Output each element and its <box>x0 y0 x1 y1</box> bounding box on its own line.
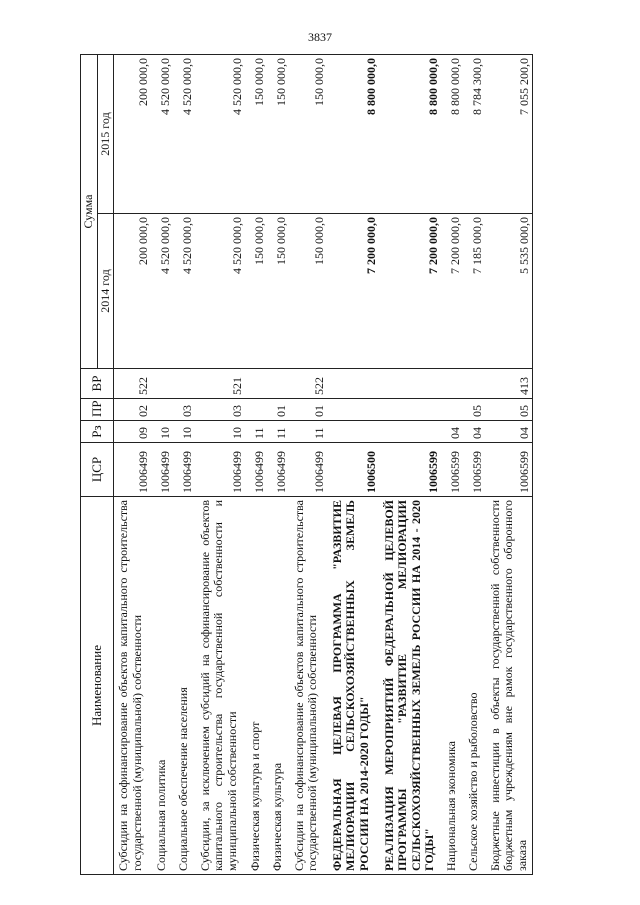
rotated-budget-table <box>80 55 560 875</box>
row-pr <box>380 399 442 421</box>
row-pr: 01 <box>268 399 290 421</box>
row-sum-2015: 8 784 300,0 <box>464 54 486 213</box>
table-row <box>486 54 533 874</box>
table-row <box>246 54 268 874</box>
row-vr <box>328 369 380 399</box>
row-rz: 11 <box>290 421 328 443</box>
row-csr: 1006499 <box>268 443 290 497</box>
row-name: РЕАЛИЗАЦИЯ МЕРОПРИЯТИЙ ФЕДЕРАЛЬНОЙ ЦЕЛЕВОЙ ПРОГРАММЫ "РАЗВИТИЕ МЕЛИОРАЦИИ СЕЛЬСКОХОЗЯЙСТВЕННЫХ ЗЕМЕЛЬ РОССИИ НА 2014 - 2020 ГОДЫ" <box>380 497 442 875</box>
row-sum-2015: 150 000,0 <box>268 54 290 213</box>
row-pr: 01 <box>290 399 328 421</box>
row-vr <box>380 369 442 399</box>
row-rz: 04 <box>464 421 486 443</box>
row-sum-2015: 200 000,0 <box>114 54 152 213</box>
row-sum-2015: 7 055 200,0 <box>486 54 533 213</box>
row-sum-2014: 150 000,0 <box>290 214 328 369</box>
row-pr <box>328 399 380 421</box>
header-csr: ЦСР <box>81 443 114 497</box>
row-csr: 1006599 <box>442 443 464 497</box>
row-sum-2014: 7 200 000,0 <box>380 214 442 369</box>
row-csr: 1006499 <box>196 443 246 497</box>
row-rz: 10 <box>196 421 246 443</box>
budget-table <box>80 54 533 875</box>
row-vr <box>152 369 174 399</box>
row-name: Физическая культура и спорт <box>246 497 268 875</box>
row-name: Социальная политика <box>152 497 174 875</box>
row-vr: 521 <box>196 369 246 399</box>
row-rz: 11 <box>246 421 268 443</box>
row-name: Физическая культура <box>268 497 290 875</box>
row-vr <box>246 369 268 399</box>
row-csr: 1006499 <box>114 443 152 497</box>
row-name: Социальное обеспечение населения <box>174 497 196 875</box>
table-row <box>380 54 442 874</box>
row-name: Национальная экономика <box>442 497 464 875</box>
header-rz: Рз <box>81 421 114 443</box>
row-rz: 04 <box>486 421 533 443</box>
table-row <box>268 54 290 874</box>
row-pr: 03 <box>174 399 196 421</box>
page-number: 3837 <box>308 30 332 44</box>
row-sum-2015: 8 800 000,0 <box>442 54 464 213</box>
row-pr: 02 <box>114 399 152 421</box>
row-name: ФЕДЕРАЛЬНАЯ ЦЕЛЕВАЯ ПРОГРАММА "РАЗВИТИЕ МЕЛИОРАЦИИ СЕЛЬСКОХОЗЯЙСТВЕННЫХ ЗЕМЕЛЬ РОССИИ НА 2014-2020 ГОДЫ" <box>328 497 380 875</box>
row-rz <box>328 421 380 443</box>
row-csr: 1006499 <box>290 443 328 497</box>
row-vr <box>442 369 464 399</box>
row-pr <box>246 399 268 421</box>
header-name: Наименование <box>81 497 114 875</box>
table-row <box>114 54 152 874</box>
row-name: Субсидии на софинансирование объектов капитального строительства государственной (муниципальной) собственности <box>114 497 152 875</box>
table-row <box>328 54 380 874</box>
header-pr: ПР <box>81 399 114 421</box>
header-year-2014: 2014 год <box>97 214 114 369</box>
row-sum-2015: 4 520 000,0 <box>196 54 246 213</box>
row-rz: 09 <box>114 421 152 443</box>
row-sum-2015: 4 520 000,0 <box>174 54 196 213</box>
row-sum-2014: 150 000,0 <box>268 214 290 369</box>
row-vr: 413 <box>486 369 533 399</box>
row-sum-2015: 8 800 000,0 <box>380 54 442 213</box>
header-sum: Сумма <box>81 54 98 368</box>
row-pr: 05 <box>486 399 533 421</box>
row-sum-2014: 4 520 000,0 <box>174 214 196 369</box>
row-sum-2015: 8 800 000,0 <box>328 54 380 213</box>
row-csr: 1006499 <box>152 443 174 497</box>
row-sum-2015: 150 000,0 <box>290 54 328 213</box>
table-row <box>442 54 464 874</box>
row-pr: 05 <box>464 399 486 421</box>
row-sum-2015: 150 000,0 <box>246 54 268 213</box>
row-csr: 1006599 <box>380 443 442 497</box>
row-sum-2014: 4 520 000,0 <box>152 214 174 369</box>
row-name: Субсидии на софинансирование объектов капитального строительства государственной (муниципальной) собственности <box>290 497 328 875</box>
table-row <box>196 54 246 874</box>
row-sum-2014: 7 185 000,0 <box>464 214 486 369</box>
header-vr: ВР <box>81 369 114 399</box>
table-row <box>174 54 196 874</box>
row-sum-2014: 5 535 000,0 <box>486 214 533 369</box>
row-rz: 10 <box>152 421 174 443</box>
table-row <box>464 54 486 874</box>
row-csr: 1006599 <box>486 443 533 497</box>
row-pr <box>152 399 174 421</box>
row-vr <box>464 369 486 399</box>
row-pr: 03 <box>196 399 246 421</box>
row-rz <box>380 421 442 443</box>
row-rz: 10 <box>174 421 196 443</box>
row-vr: 522 <box>114 369 152 399</box>
table-body <box>114 54 533 874</box>
row-name: Сельское хозяйство и рыболовство <box>464 497 486 875</box>
row-sum-2014: 200 000,0 <box>114 214 152 369</box>
table-row <box>290 54 328 874</box>
row-sum-2014: 150 000,0 <box>246 214 268 369</box>
row-csr: 1006499 <box>246 443 268 497</box>
row-csr: 1006499 <box>174 443 196 497</box>
header-year-2015: 2015 год <box>97 54 114 213</box>
row-rz: 04 <box>442 421 464 443</box>
row-name: Субсидии, за исключением субсидий на софинансирование объектов капитального строительства государственной собственности и муниципальной собственности <box>196 497 246 875</box>
row-pr <box>442 399 464 421</box>
row-vr <box>174 369 196 399</box>
row-sum-2014: 7 200 000,0 <box>442 214 464 369</box>
row-vr: 522 <box>290 369 328 399</box>
row-name: Бюджетные инвестиции в объекты государственной собственности бюджетным учреждениям вне рамок государственного оборонного заказа <box>486 497 533 875</box>
table-row <box>152 54 174 874</box>
row-sum-2014: 4 520 000,0 <box>196 214 246 369</box>
row-sum-2015: 4 520 000,0 <box>152 54 174 213</box>
row-sum-2014: 7 200 000,0 <box>328 214 380 369</box>
row-vr <box>268 369 290 399</box>
row-rz: 11 <box>268 421 290 443</box>
row-csr: 1006599 <box>464 443 486 497</box>
row-csr: 1006500 <box>328 443 380 497</box>
